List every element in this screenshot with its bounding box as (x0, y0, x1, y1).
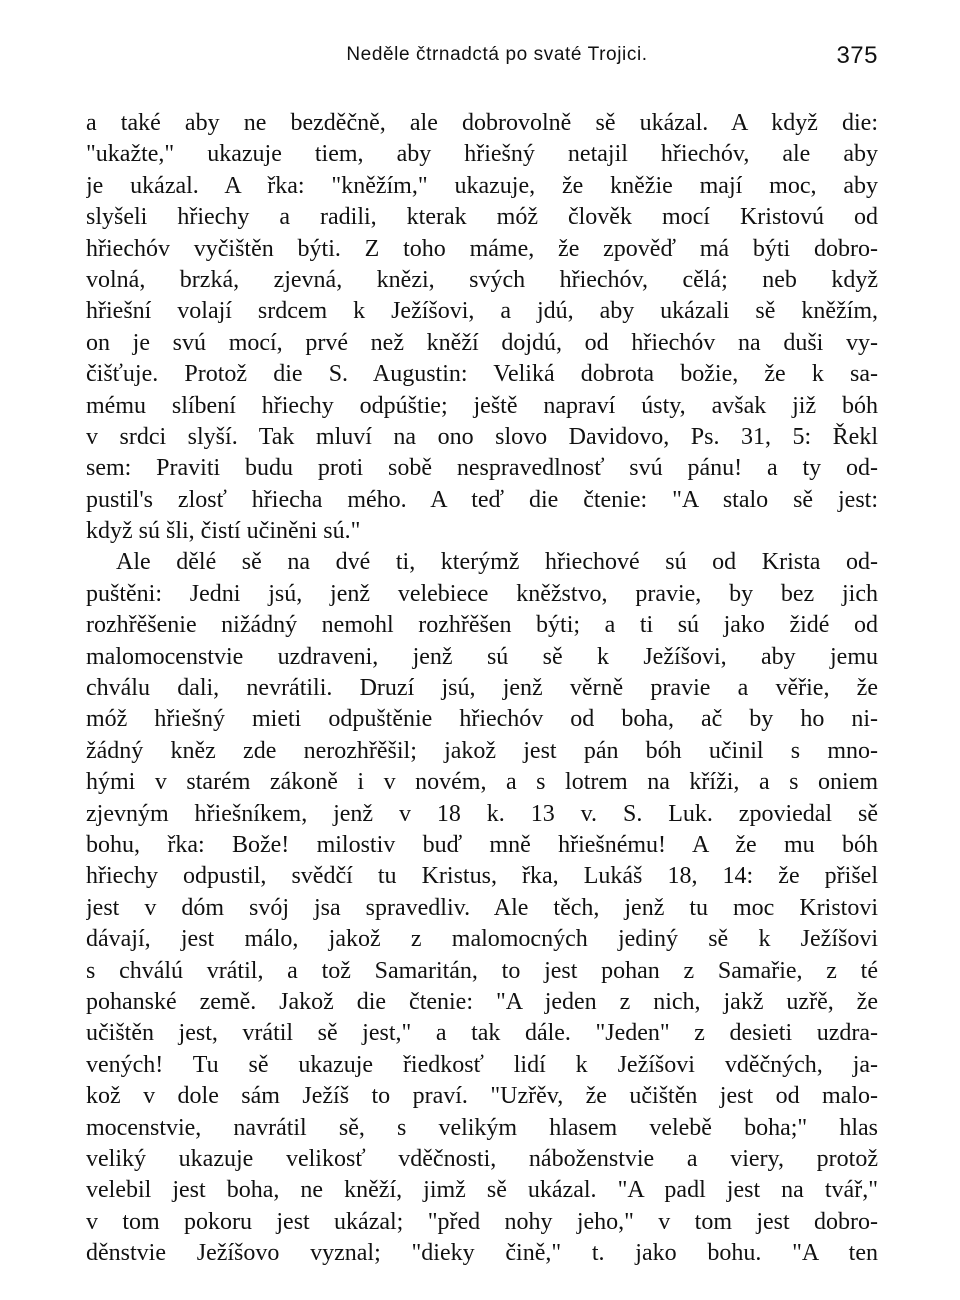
text-line: hřiechy odpustil, svědčí tu Kristus, řka, Lukáš 18, 14: že přišel (86, 863, 878, 890)
text-line: je ukázal. A řka: "kněžím," ukazuje, že kněžie mají moc, aby (86, 172, 878, 199)
text-line: hřiechóv vyčištěn býti. Z toho máme, že zpověď má býti dobro- (86, 235, 878, 262)
text-line: pustil's zlosť hřiecha mého. A teď die čtenie: "A stalo sě jest: (86, 486, 878, 513)
text-line: jest v dóm svój jsa spravedliv. Ale těch, jenž tu moc Kristovi (86, 894, 878, 921)
text-line: rozhřěšenie nižádný nemohl rozhřěšen býti; a ti sú jako židé od (86, 612, 878, 639)
text-line: žádný kněz zde nerozhřěšil; jakož jest pán bóh učinil s mno- (86, 737, 878, 764)
text-line: on je svú mocí, prvé než kněží dojdú, od hřiechóv na duši vy- (86, 329, 878, 356)
text-body (86, 108, 878, 1269)
running-title: Neděle čtrnadctá po svaté Trojici. (346, 44, 648, 65)
text-line: učištěn jest, vrátil sě jest," a tak dále. "Jeden" z desieti uzdra- (86, 1020, 878, 1047)
paragraph-first-line: Ale dělé sě na dvé ti, kterýmž hřiechové sú od Krista od- (116, 549, 878, 576)
text-line: sem: Praviti budu proti sobě nespravedlnosť svú pánu! a ty od- (86, 455, 878, 482)
text-line: mému slíbení hřiechy odpúštie; ještě napraví ústy, avšak již bóh (86, 392, 878, 419)
text-line: malomocenstvie uzdraveni, jenž sú sě k Ježíšovi, aby jemu (86, 643, 878, 670)
text-line: děnstvie Ježíšovo vyznal; "dieky čině," t. jako bohu. "A ten (86, 1240, 878, 1267)
text-line: zjevným hřiešníkem, jenž v 18 k. 13 v. S. Luk. zpoviedal sě (86, 800, 878, 827)
text-line: dávají, jest málo, jakož z malomocných jediný sě k Ježíšovi (86, 926, 878, 953)
text-line: puštěni: Jedni jsú, jenž velebiece kněžstvo, pravie, by bez jich (86, 580, 878, 607)
text-line: móž hřiešný mieti odpuštěnie hřiechóv od boha, ač by ho ni- (86, 706, 878, 733)
text-line: vených! Tu sě ukazuje řiedkosť lidí k Ježíšovi vděčných, ja- (86, 1051, 878, 1078)
running-head (86, 40, 878, 76)
text-line: hými v starém zákoně i v novém, a s lotrem na kříži, a s oniem (86, 769, 878, 796)
text-line: velebil jest boha, ne kněží, jimž sě ukázal. "A padl jest na tvář," (86, 1177, 878, 1204)
text-line: a také aby ne bezděčně, ale dobrovolně sě ukázal. A když die: (86, 110, 878, 136)
text-line: "ukažte," ukazuje tiem, aby hřiešný netajil hřiechóv, ale aby (86, 141, 878, 168)
text-line: veliký ukazuje velikosť vděčnosti, náboženstvie a viery, protož (86, 1145, 878, 1172)
text-line: čišťuje. Protož die S. Augustin: Veliká dobrota božie, že k sa- (86, 361, 878, 388)
text-line: mocenstvie, navrátil sě, s velikým hlasem velebě boha;" hlas (86, 1114, 878, 1141)
text-line: pohanské země. Jakož die čtenie: "A jeden z nich, jakž uzřě, že (86, 988, 878, 1015)
text-line: v tom pokoru jest ukázal; "před nohy jeho," v tom jest dobro- (86, 1208, 878, 1235)
page-number: 375 (836, 42, 878, 69)
text-line: chválu dali, nevrátili. Druzí jsú, jenž věrně pravie a věřie, že (86, 675, 878, 702)
text-line: v srdci slyší. Tak mluví na ono slovo Davidovo, Ps. 31, 5: Řekl (86, 423, 878, 450)
text-line: hřiešní volají srdcem k Ježíšovi, a jdú, aby ukázali sě kněžím, (86, 298, 878, 325)
text-line: s chválú vrátil, a tož Samaritán, to jest pohan z Samařie, z té (86, 957, 878, 984)
text-line: bohu, řka: Bože! milostiv buď mně hřiešnému! A že mu bóh (86, 831, 878, 858)
text-line: kož v dole sám Ježíš to praví. "Uzřěv, že učištěn jest od malo- (86, 1083, 878, 1110)
text-line: volná, brzká, zjevná, knězi, svých hřiechóv, cělá; neb když (86, 266, 878, 293)
text-line: slyšeli hřiechy a radili, kterak móž člověk mocí Kristovú od (86, 204, 878, 231)
paragraph-last-line: když sú šli, čistí učiněni sú." (86, 518, 361, 545)
